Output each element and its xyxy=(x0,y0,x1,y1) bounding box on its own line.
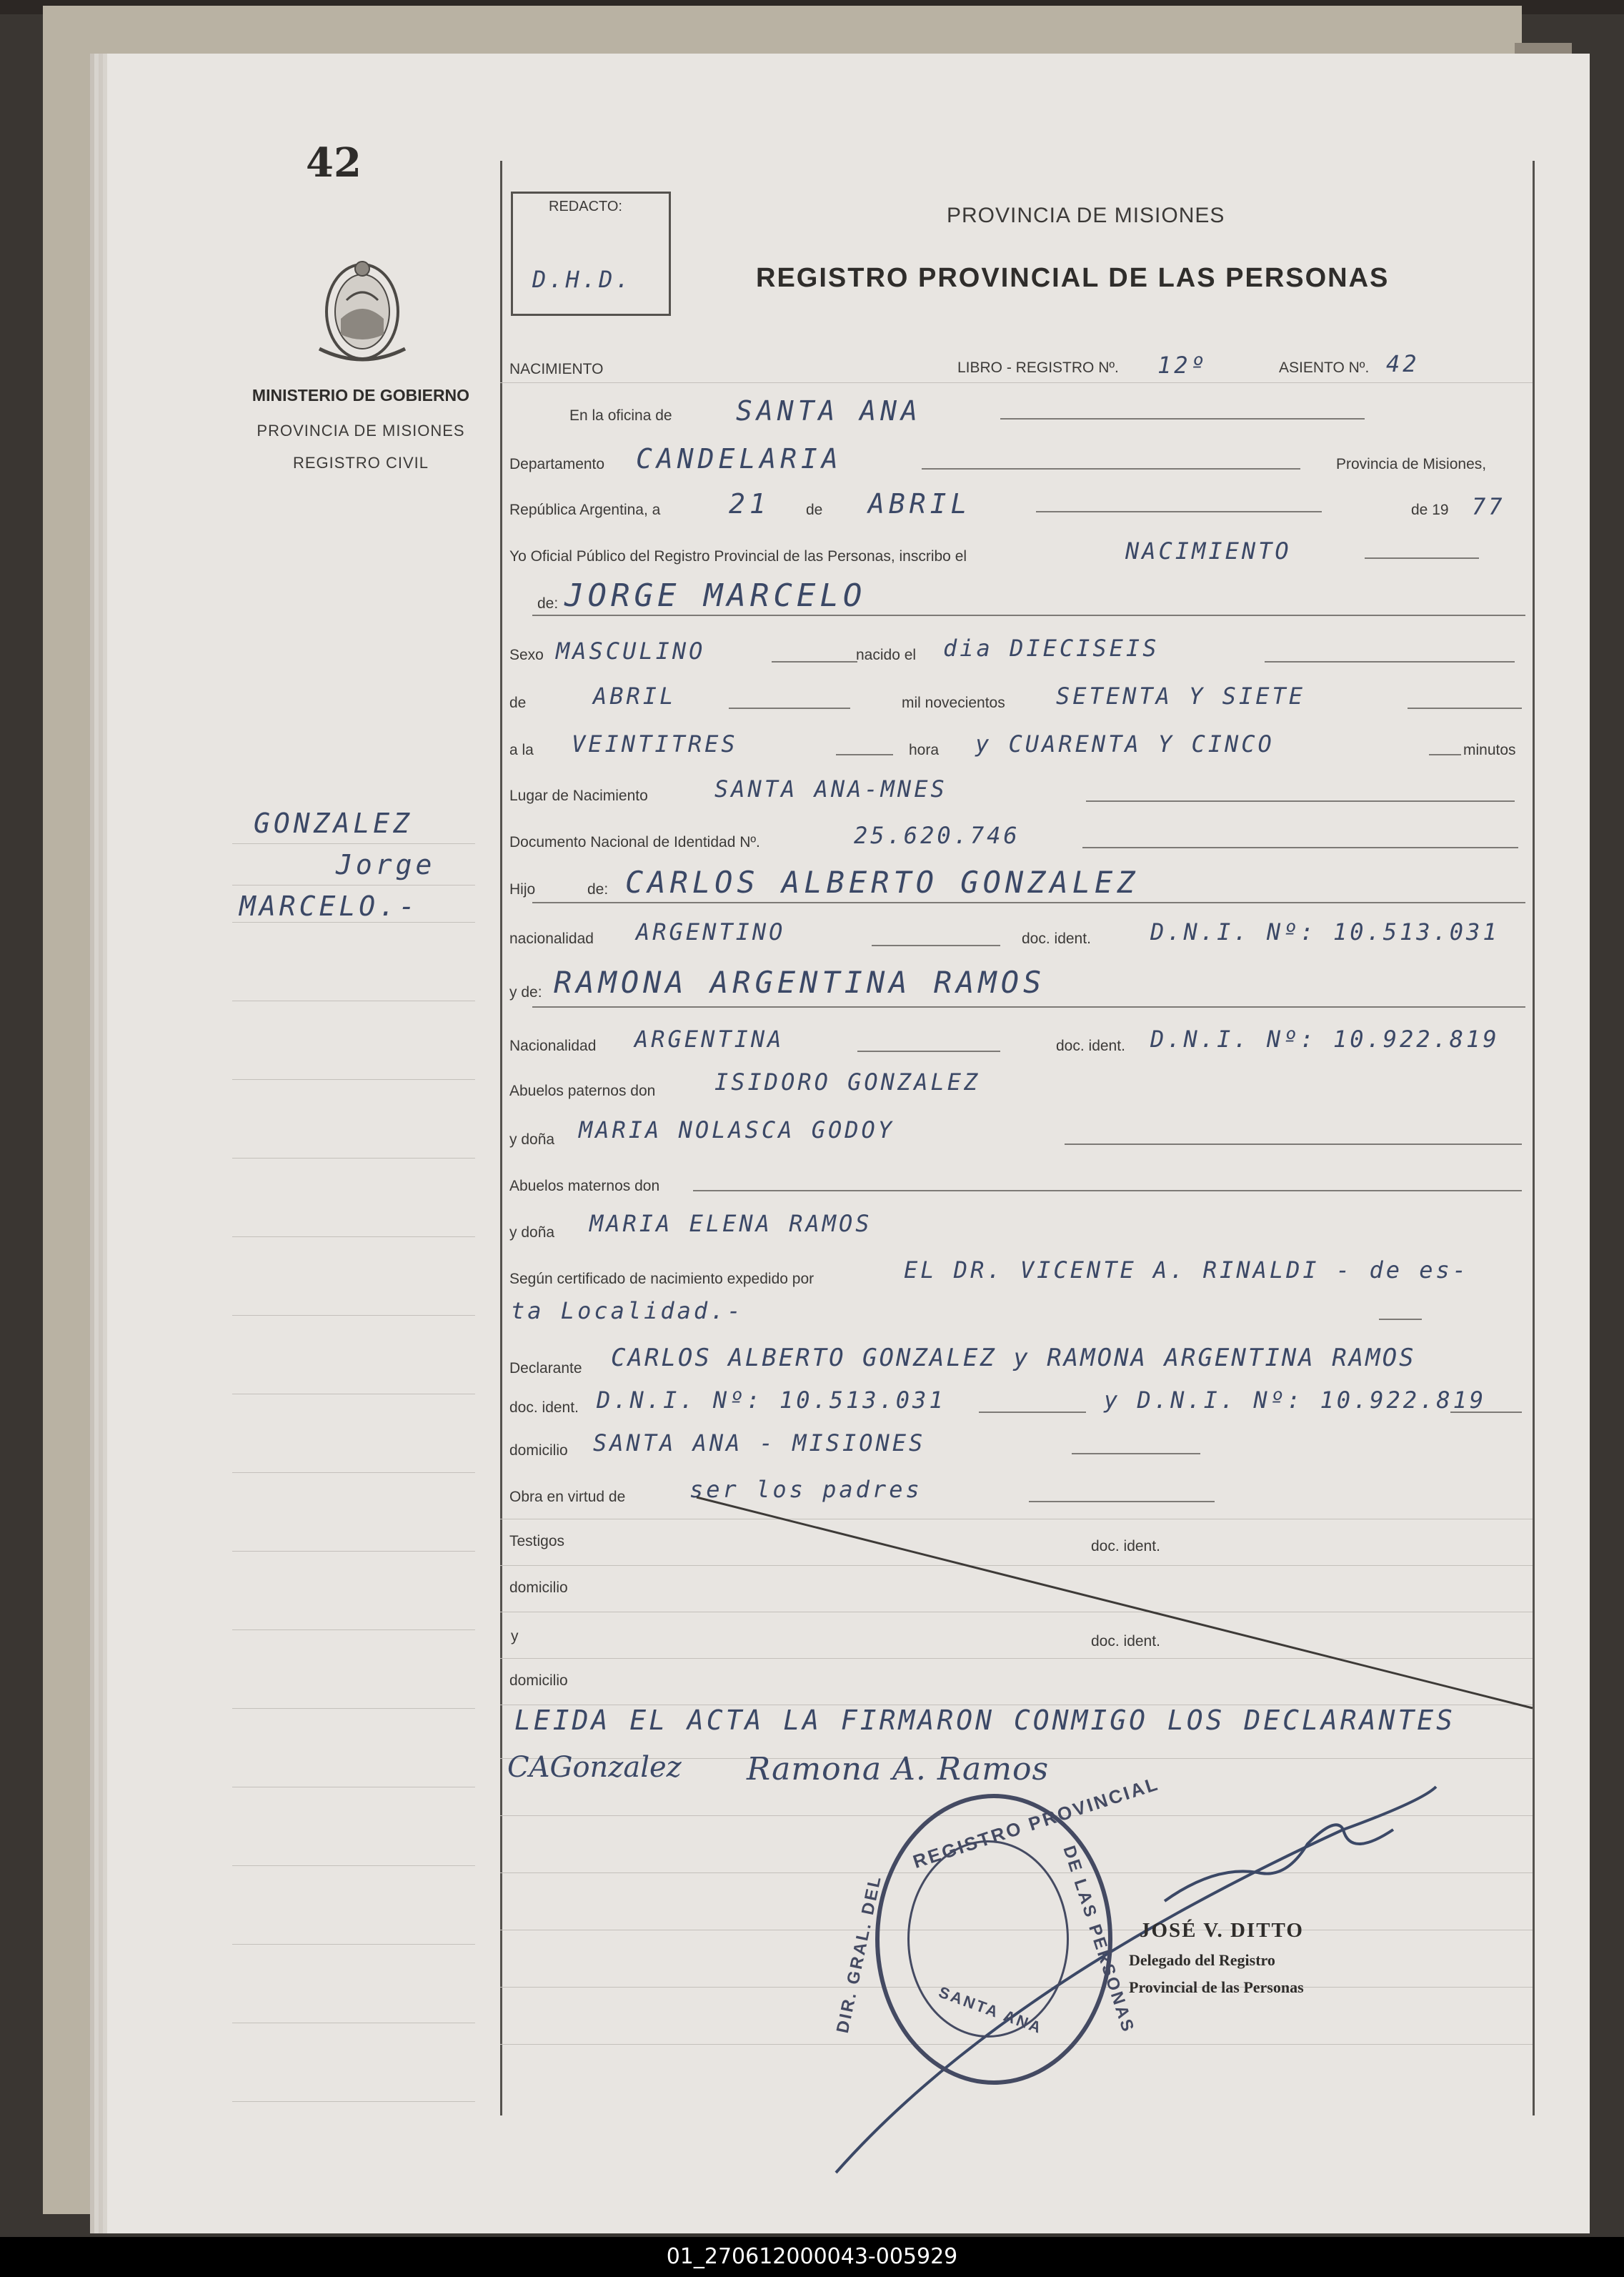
mother-name: RAMONA ARGENTINA RAMOS xyxy=(554,965,1046,1000)
hour-words: VEINTITRES xyxy=(572,730,738,758)
certificate-value-1: EL DR. VICENTE A. RINALDI - de es- xyxy=(904,1256,1470,1284)
paternal-grandfather: ISIDORO GONZALEZ xyxy=(714,1068,981,1096)
declarant-doc-1: D.N.I. Nº: 10.513.031 xyxy=(597,1386,946,1414)
child-of-label: de: xyxy=(587,881,609,898)
seal-text-top: REGISTRO PROVINCIAL xyxy=(910,1772,1162,1872)
doc-ident4-label: doc. ident. xyxy=(1091,1538,1160,1554)
doc-ident3-label: doc. ident. xyxy=(509,1399,579,1416)
father-nationality: ARGENTINO xyxy=(636,918,786,946)
official-statement: Yo Oficial Público del Registro Provincial de las Personas, inscribo el xyxy=(509,548,967,565)
domicile-value: SANTA ANA - MISIONES xyxy=(593,1429,926,1457)
nationality-label: nacionalidad xyxy=(509,931,594,947)
statement-value: NACIMIENTO xyxy=(1125,537,1292,565)
declarant-value: CARLOS ALBERTO GONZALEZ y RAMONA ARGENTINA RAMOS xyxy=(611,1344,1416,1372)
registry-title: REGISTRO PROVINCIAL DE LAS PERSONAS xyxy=(756,263,1390,293)
and-of-label: y de: xyxy=(509,984,542,1001)
office-label: En la oficina de xyxy=(569,407,672,424)
sex-label: Sexo xyxy=(509,647,544,663)
header-province: PROVINCIA DE MISIONES xyxy=(947,204,1225,227)
record-type: NACIMIENTO xyxy=(509,361,604,377)
child-label: Hijo xyxy=(509,881,536,898)
domicile2-label: domicilio xyxy=(509,1579,568,1596)
domicile3-label: domicilio xyxy=(509,1672,568,1689)
declarant-doc-2: y D.N.I. Nº: 10.922.819 xyxy=(1104,1386,1487,1414)
department-value: CANDELARIA xyxy=(636,443,842,475)
footer-image-label: 01_270612000043-005929 xyxy=(666,2244,958,2269)
father-name: CARLOS ALBERTO GONZALEZ xyxy=(625,865,1140,900)
registry-civil-label: REGISTRO CIVIL xyxy=(292,454,429,472)
doc-ident5-label: doc. ident. xyxy=(1091,1633,1160,1650)
entry-label: ASIENTO Nº. xyxy=(1279,359,1370,376)
maternal-grandparents-label: Abuelos maternos don xyxy=(509,1178,660,1194)
seal-text-center: SANTA ANA xyxy=(936,1983,1046,2038)
born-month: ABRIL xyxy=(593,683,677,710)
child-name: JORGE MARCELO xyxy=(564,577,867,614)
minutes-words: y CUARENTA Y CINCO xyxy=(975,730,1275,758)
seal-text-right: DE LAS PERSONAS xyxy=(1059,1843,1138,2036)
signature-mother: Ramona A. Ramos xyxy=(747,1751,1050,1787)
certificate-label: Según certificado de nacimiento expedido por xyxy=(509,1271,815,1287)
maternal-grandmother: MARIA ELENA RAMOS xyxy=(589,1210,872,1237)
at-label: a la xyxy=(509,742,534,758)
official-role: Delegado del Registro xyxy=(1129,1951,1275,1969)
redacto-initials: D.H.D. xyxy=(532,266,632,293)
mother-nationality: ARGENTINA xyxy=(634,1026,784,1053)
day-value: 21 xyxy=(729,488,770,520)
of-label: de: xyxy=(537,595,559,612)
and-dona-label: y doña xyxy=(509,1131,555,1148)
birthplace-label: Lugar de Nacimiento xyxy=(509,788,648,804)
witnesses-label: Testigos xyxy=(509,1533,565,1549)
year-label: de 19 xyxy=(1411,502,1449,518)
domicile-label: domicilio xyxy=(509,1442,568,1459)
office-value: SANTA ANA xyxy=(736,395,922,427)
de-label: de xyxy=(806,502,823,518)
signature-father: CAGonzalez xyxy=(507,1751,682,1784)
paternal-grandparents-label: Abuelos paternos don xyxy=(509,1083,656,1099)
department-label: Departamento xyxy=(509,456,605,472)
margin-note-first-name: Jorge xyxy=(336,849,436,880)
margin-note-surname: GONZALEZ xyxy=(254,808,414,839)
acting-label: Obra en virtud de xyxy=(509,1489,626,1505)
book-label: LIBRO - REGISTRO Nº. xyxy=(957,359,1119,376)
margin-note-middle-name: MARCELO.- xyxy=(239,891,419,922)
father-doc: D.N.I. Nº: 10.513.031 xyxy=(1150,918,1500,946)
sex-value: MASCULINO xyxy=(556,638,706,665)
born-label: nacido el xyxy=(856,647,917,663)
nationality2-label: Nacionalidad xyxy=(509,1038,597,1054)
doc-ident2-label: doc. ident. xyxy=(1056,1038,1125,1054)
and-label: y xyxy=(511,1628,519,1644)
month-value: ABRIL xyxy=(868,488,972,520)
minutes-label: minutos xyxy=(1463,742,1516,758)
redacto-label: REDACTO: xyxy=(549,199,622,214)
thousand-label: mil novecientos xyxy=(902,695,1005,711)
republic-label: República Argentina, a xyxy=(509,502,661,518)
ministry-province: PROVINCIA DE MISIONES xyxy=(256,422,465,440)
born-day: dia DIECISEIS xyxy=(943,635,1160,662)
province-suffix: Provincia de Misiones, xyxy=(1336,456,1487,472)
certificate-value-2: ta Localidad.- xyxy=(511,1297,744,1324)
de2-label: de xyxy=(509,695,527,711)
ministry-name: MINISTERIO DE GOBIERNO xyxy=(251,386,470,405)
dni-value: 25.620.746 xyxy=(854,822,1020,849)
book-number: 12º xyxy=(1157,352,1207,379)
doc-ident-label: doc. ident. xyxy=(1022,931,1091,947)
page-number: 42 xyxy=(306,139,362,187)
official-name: JOSÉ V. DITTO xyxy=(1140,1919,1304,1942)
birthplace-value: SANTA ANA-MNES xyxy=(714,775,947,803)
mother-doc: D.N.I. Nº: 10.922.819 xyxy=(1150,1026,1500,1053)
official-registry: Provincial de las Personas xyxy=(1129,1978,1304,1996)
entry-number: 42 xyxy=(1386,350,1420,377)
and-dona2-label: y doña xyxy=(509,1224,555,1241)
paternal-grandmother: MARIA NOLASCA GODOY xyxy=(579,1116,895,1144)
year-value: 77 xyxy=(1472,493,1505,520)
acting-value: ser los padres xyxy=(689,1476,922,1503)
closing-text: LEIDA EL ACTA LA FIRMARON CONMIGO LOS DECLARANTES xyxy=(514,1705,1456,1736)
declarant-label: Declarante xyxy=(509,1360,582,1376)
dni-label: Documento Nacional de Identidad Nº. xyxy=(509,834,760,850)
born-year-words: SETENTA Y SIETE xyxy=(1056,683,1305,710)
hours-label: hora xyxy=(909,742,940,758)
seal-text-left: DIR. GRAL. DEL xyxy=(832,1872,886,2035)
